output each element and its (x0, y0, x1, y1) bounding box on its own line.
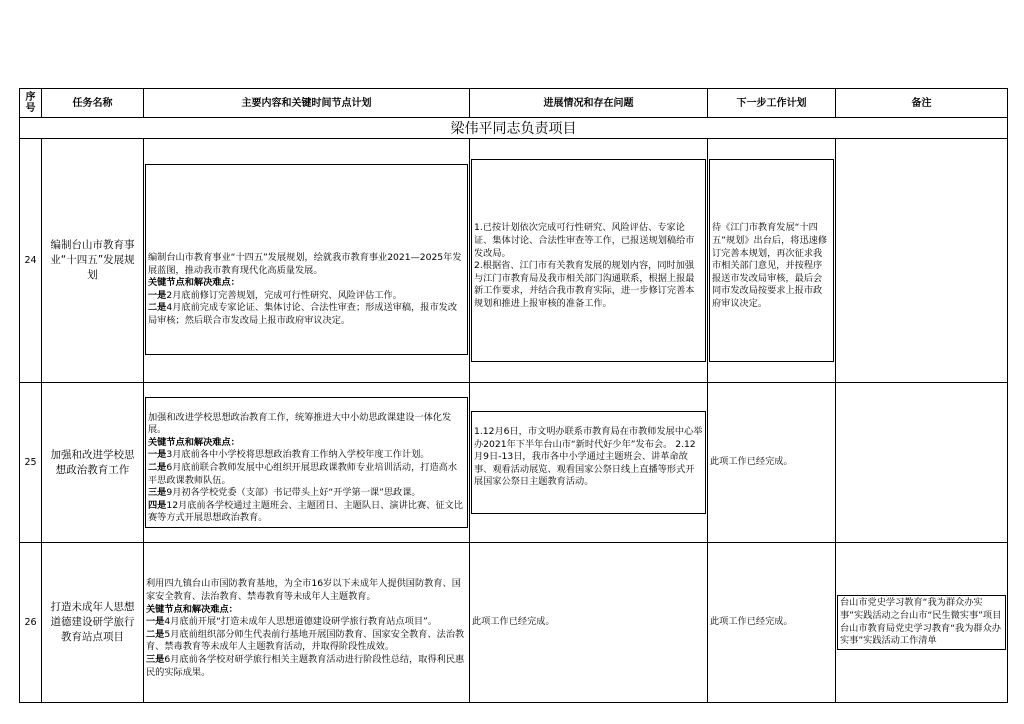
row-number: 26 (20, 543, 42, 703)
header-task: 任务名称 (42, 89, 144, 118)
task-name: 加强和改进学校思想政治教育工作 (42, 383, 144, 543)
task-name: 编制台山市教育事业“十四五”发展规划 (42, 139, 144, 383)
row-number: 25 (20, 383, 42, 543)
task-table (19, 88, 1008, 703)
progress-cell: 此项工作已经完成。 (470, 543, 708, 703)
plan-item-lead: 二是 (148, 462, 167, 473)
header-next: 下一步工作计划 (708, 89, 836, 118)
task-name: 打造未成年人思想道德建设研学旅行教育站点项目 (42, 543, 144, 703)
header-row (20, 89, 1008, 118)
key-label: 关键节点和解决难点： (146, 603, 238, 615)
plan-item-lead: 二是 (148, 302, 167, 314)
note-cell (836, 383, 1008, 543)
key-label: 关键节点和解决难点： (148, 436, 240, 448)
plan-item-text: 5月底前组织部分师生代表前行基地开展国防教育、国家安全教育、法治教育、禁毒教育等未成年人主题教育活动，并取得阶段性成效。 (146, 628, 465, 653)
plan-item-text: 3月底前各中小学校将思想政治教育工作纳入学校年度工作计划。 (166, 449, 430, 461)
plan-item-lead: 三是 (148, 487, 167, 499)
section-title: 梁伟平同志负责项目 (20, 118, 1008, 139)
plan-cell (144, 543, 470, 703)
plan-item-text: 6月底前联合教师发展中心组织开展思政课教师专业培训活动，打造高水平思政课教师队伍。 (148, 462, 458, 486)
key-label: 关键节点和解决难点： (148, 277, 240, 289)
plan-item-text: 2月底前修订完善规划，完成可行性研究、风险评估工作。 (166, 289, 402, 301)
table-row (20, 383, 1008, 543)
plan-item-lead: 二是 (146, 628, 165, 640)
section-row (20, 118, 1008, 139)
plan-cell (144, 139, 470, 383)
plan-item-text: 6月底前各学校对研学旅行相关主题教育活动进行阶段性总结，取得利民惠民的实际成果。 (146, 653, 465, 678)
plan-item-text: 4月底前开展“打造未成年人思想道德建设研学旅行教育站点项目”。 (164, 616, 437, 628)
plan-item-lead: 四是 (148, 499, 167, 511)
note-cell (836, 543, 1008, 703)
plan-item-lead: 一是 (146, 616, 165, 628)
next-step-cell: 此项工作已经完成。 (708, 383, 836, 543)
table-row (20, 543, 1008, 703)
progress-cell (470, 383, 708, 543)
row-number: 24 (20, 139, 42, 383)
progress-text: 1.已按计划依次完成可行性研究、风险评估、专家论证、集体讨论、合法性审查等工作，已报送规划稿给市发改局。 2.根据省、江门市有关教育发展的规划内容，同时加强与江门市教育局及我市相关部门沟通联系，根据上报最新工作要求，并结合我市教育实际，进一步修订完善本规划和推进上报审核的准备工作。 (471, 159, 706, 361)
plan-intro: 利用四九镇台山市国防教育基地，为全市16岁以下未成年人提供国防教育、国家安全教育、法治教育、禁毒教育等未成年人主题教育。 (146, 578, 461, 603)
plan-item-text: 4月底前完成专家论证、集体讨论、合法性审查；形成送审稿，报市发改局审核；然后联合市发改局上报市政府审议决定。 (148, 302, 458, 326)
plan-item-lead: 三是 (146, 653, 165, 665)
next-step-text: 待《江门市教育发展“十四五”规划》出台后，将迅速修订完善本规划，再次征求我市相关部门意见，并按程序报送市发改局审核，最后会同市发改局按要求上报市政府审议决定。 (709, 159, 834, 361)
progress-text: 1.12月6日，市文明办联系市教育局在市教师发展中心举办2021年下半年台山市“新时代好少年”发布会。 2.12月9日-13日，我市各中小学通过主题班会、讲革命故事、观看活动展览、观看国家公祭日线上直播等形式开展国家公祭日主题教育活动。 (471, 411, 706, 514)
plan-item-text: 9月初各学校党委（支部）书记带头上好“开学第一课”思政课。 (166, 487, 421, 499)
next-step-cell: 此项工作已经完成。 (708, 543, 836, 703)
plan-item-text: 12月底前各学校通过主题班会、主题团日、主题队日、演讲比赛、征文比赛等方式开展思想政治教育。 (148, 499, 463, 524)
plan-intro: 编制台山市教育事业“十四五”发展规划，绘就我市教育事业2021—2025年发展蓝图，推动我市教育现代化高质量发展。 (148, 252, 462, 276)
header-note: 备注 (836, 89, 1008, 118)
plan-item-lead: 一是 (148, 289, 167, 301)
note-text: 台山市党史学习教育“我为群众办实事”实践活动之台山市“民生微实事”项目 台山市教育局党史学习教育“我为群众办实事”实践活动工作清单 (837, 595, 1006, 649)
header-progress: 进展情况和存在问题 (470, 89, 708, 118)
next-step-cell (708, 139, 836, 383)
plan-cell (144, 383, 470, 543)
plan-item-lead: 一是 (148, 449, 167, 461)
plan-intro: 加强和改进学校思想政治教育工作，统筹推进大中小幼思政课建设一体化发展。 (148, 411, 452, 436)
header-plan: 主要内容和关键时间节点计划 (144, 89, 470, 118)
progress-cell (470, 139, 708, 383)
note-cell (836, 139, 1008, 383)
table-row (20, 139, 1008, 383)
header-seq: 序号 (20, 89, 42, 118)
